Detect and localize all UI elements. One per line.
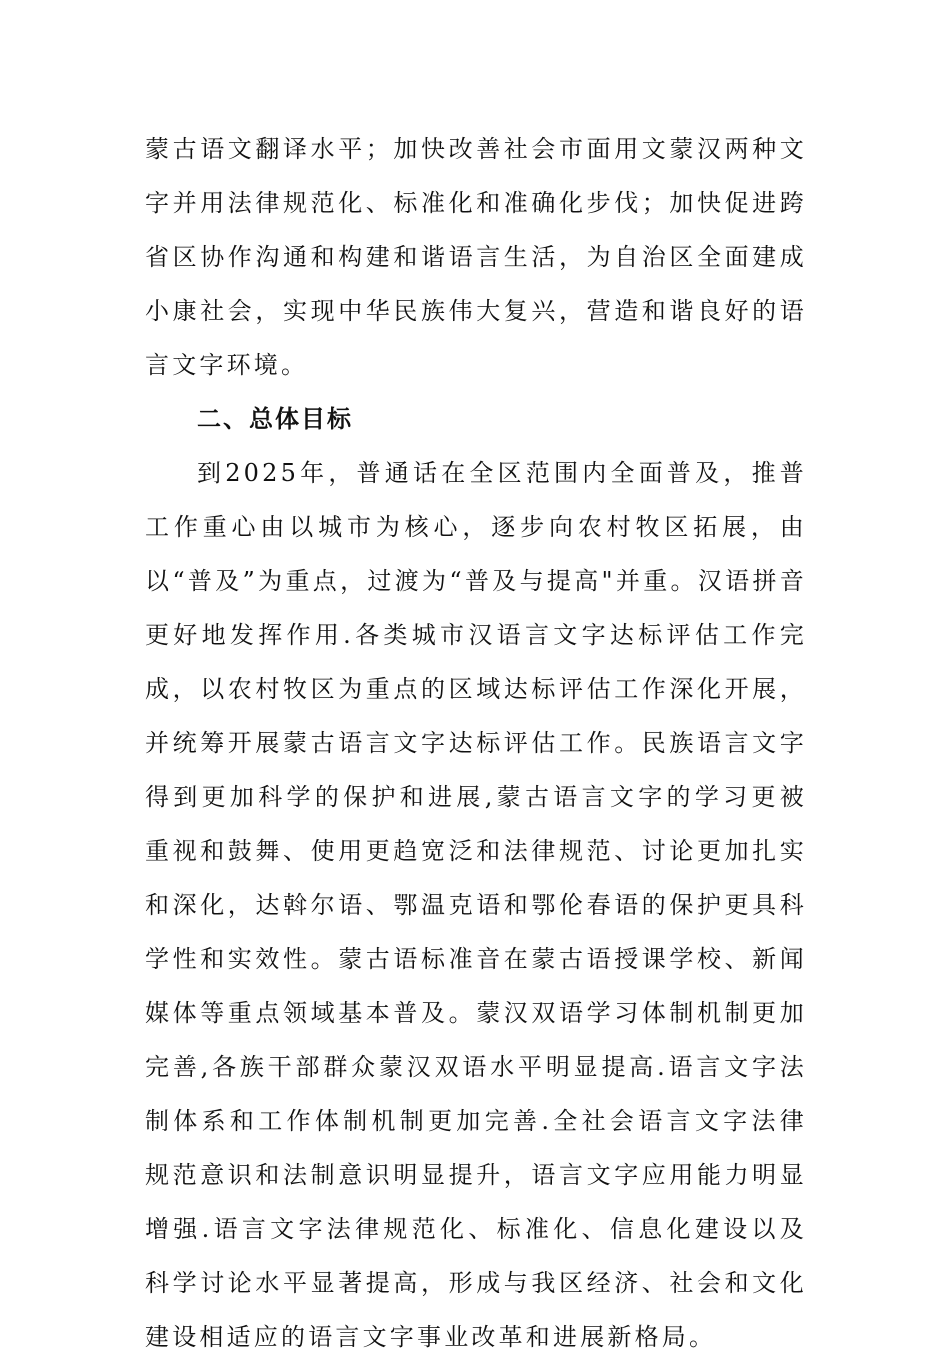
paragraph-continuation: 蒙古语文翻译水平；加快改善社会市面用文蒙汉两种文字并用法律规范化、标准化和准确化步伐；加快促进跨省区协作沟通和构建和谐语言生活，为自治区全面建成小康社会，实现中华民族伟大复兴，营造和谐良好的语言文字环境。 xyxy=(145,135,807,379)
document-page xyxy=(145,122,807,1364)
paragraph-overall-goals: 到2025年，普通话在全区范围内全面普及，推普工作重心由以城市为核心，逐步向农村牧区拓展，由以“普及”为重点，过渡为“普及与提高"并重。汉语拼音更好地发挥作用.各类城市汉语言文字达标评估工作完成，以农村牧区为重点的区域达标评估工作深化开展，并统筹开展蒙古语言文字达标评估工作。民族语言文字得到更加科学的保护和进展,蒙古语言文字的学习更被重视和鼓舞、使用更趋宽泛和法律规范、讨论更加扎实和深化，达斡尔语、鄂温克语和鄂伦春语的保护更具科学性和实效性。蒙古语标准音在蒙古语授课学校、新闻媒体等重点领域基本普及。蒙汉双语学习体制机制更加完善,各族干部群众蒙汉双语水平明显提高.语言文字法制体系和工作体制机制更加完善.全社会语言文字法律规范意识和法制意识明显提升，语言文字应用能力明显增强.语言文字法律规范化、标准化、信息化建设以及科学讨论水平显著提高，形成与我区经济、社会和文化建设相适应的语言文字事业改革和进展新格局。 xyxy=(145,459,807,1351)
section-heading: 二、总体目标 xyxy=(197,405,353,433)
